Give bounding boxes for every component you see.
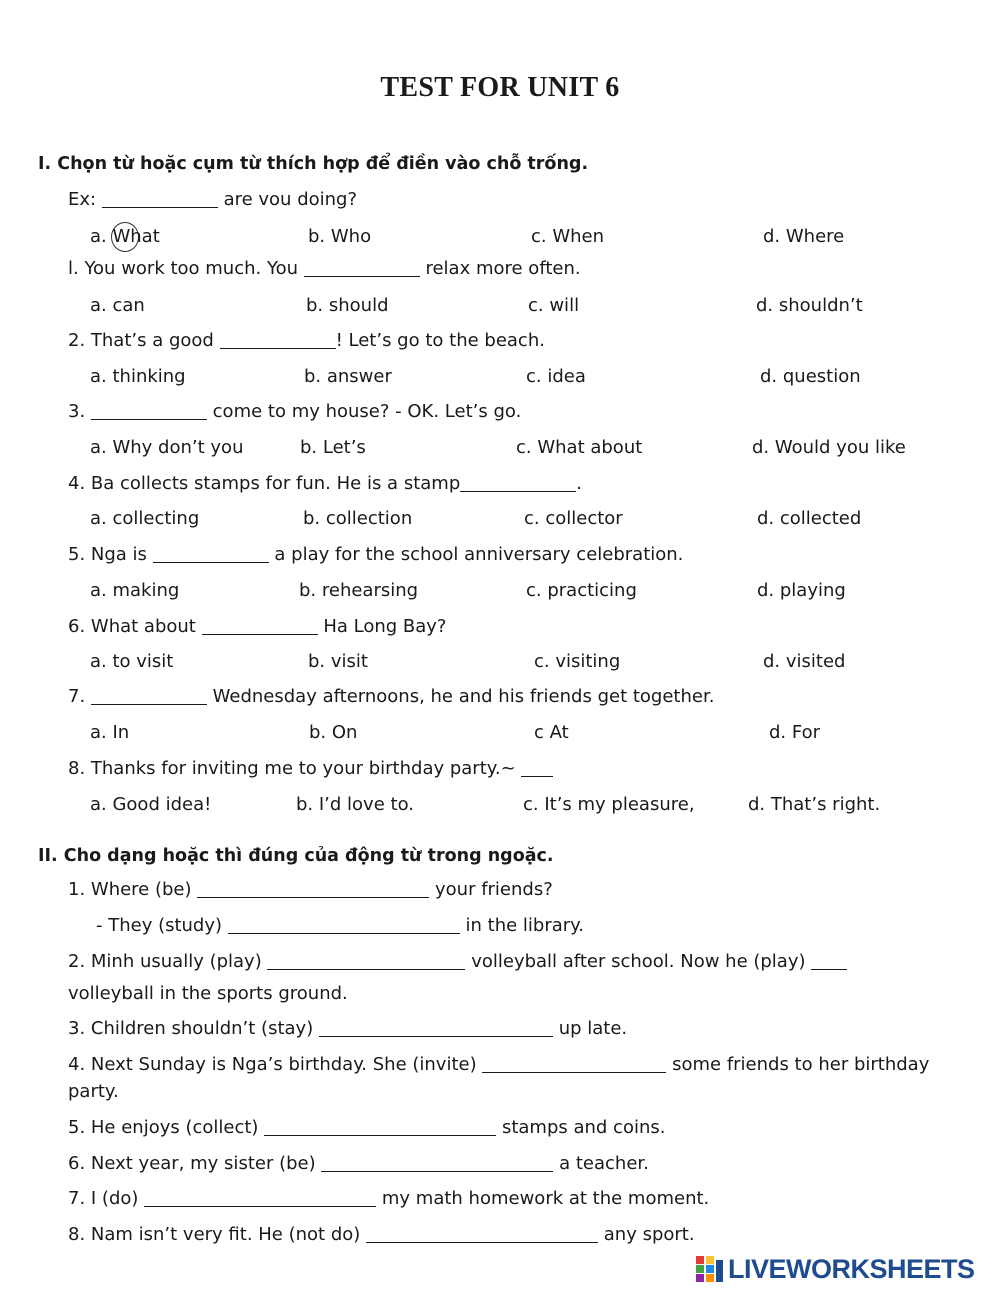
verb-text-before: 3. Children shouldn’t (stay) — [68, 1018, 314, 1039]
verb-text-after: in the library. — [465, 915, 584, 936]
verb-text-after: some friends to her birthday — [672, 1054, 930, 1075]
verb-item-6 — [68, 1153, 649, 1174]
liveworksheets-logo — [696, 1254, 975, 1284]
question-6 — [68, 616, 446, 637]
example-blank[interactable] — [102, 189, 218, 208]
q7-option-c[interactable]: c At — [534, 722, 569, 743]
q3-option-b[interactable]: b. Let’s — [300, 437, 366, 458]
verb-item-2-blank-2[interactable] — [811, 951, 847, 970]
question-2 — [68, 330, 545, 351]
q6-option-a[interactable]: a. to visit — [90, 651, 174, 672]
question-text-after: a play for the school anniversary celebration. — [274, 544, 684, 565]
verb-item-1 — [68, 879, 553, 900]
question-text-before: 4. Ba collects stamps for fun. He is a stamp — [68, 473, 461, 494]
verb-text-before: 8. Nam isn’t very fit. He (not do) — [68, 1224, 361, 1245]
question-4-blank[interactable] — [460, 473, 576, 492]
q4-option-a[interactable]: a. collecting — [90, 508, 200, 529]
verb-text-after: volleyball after school. Now he (play) — [471, 951, 806, 972]
verb-item-2-continued: volleyball in the sports ground. — [68, 983, 348, 1004]
verb-item-8-blank[interactable] — [366, 1224, 598, 1243]
example-text-before: Ex: — [68, 189, 97, 210]
verb-item-8 — [68, 1224, 695, 1245]
verb-text-after: up late. — [558, 1018, 628, 1039]
verb-text-before: 5. He enjoys (collect) — [68, 1117, 259, 1138]
question-text-before: 8. Thanks for inviting me to your birthday party.~ — [68, 758, 516, 779]
q3-option-c[interactable]: c. What about — [516, 437, 643, 458]
verb-text-before: 4. Next Sunday is Nga’s birthday. She (invite) — [68, 1054, 477, 1075]
verb-item-1-blank[interactable] — [197, 879, 429, 898]
question-text-before: l. You work too much. You — [68, 258, 298, 279]
verb-item-1b — [96, 915, 584, 936]
verb-item-2-blank[interactable] — [267, 951, 465, 970]
question-text-before: 6. What about — [68, 616, 196, 637]
q6-option-b[interactable]: b. visit — [308, 651, 368, 672]
question-text-after: . — [576, 473, 582, 494]
example-option-a[interactable]: a. What — [90, 226, 160, 247]
q5-option-d[interactable]: d. playing — [757, 580, 846, 601]
verb-text-after: any sport. — [603, 1224, 695, 1245]
q5-option-c[interactable]: c. practicing — [526, 580, 637, 601]
question-text-after: Ha Long Bay? — [323, 616, 447, 637]
question-text-after: ! Let’s go to the beach. — [335, 330, 545, 351]
example-option-b[interactable]: b. Who — [308, 226, 372, 247]
verb-text-before: 2. Minh usually (play) — [68, 951, 262, 972]
verb-item-7 — [68, 1188, 709, 1209]
q2-option-c[interactable]: c. idea — [526, 366, 586, 387]
question-3-blank[interactable] — [91, 401, 207, 420]
q2-option-a[interactable]: a. thinking — [90, 366, 186, 387]
question-7-blank[interactable] — [91, 686, 207, 705]
q4-option-b[interactable]: b. collection — [303, 508, 413, 529]
verb-item-5 — [68, 1117, 665, 1138]
verb-item-4-continued: party. — [68, 1081, 119, 1102]
question-text-before: 2. That’s a good — [68, 330, 214, 351]
verb-item-3 — [68, 1018, 627, 1039]
verb-text-after: your friends? — [435, 879, 553, 900]
q4-option-c[interactable]: c. collector — [524, 508, 623, 529]
example-question — [68, 189, 357, 210]
q6-option-c[interactable]: c. visiting — [534, 651, 621, 672]
question-3 — [68, 401, 521, 422]
question-5 — [68, 544, 683, 565]
example-option-c[interactable]: c. When — [531, 226, 605, 247]
verb-item-4 — [68, 1054, 929, 1075]
q4-option-d[interactable]: d. collected — [757, 508, 862, 529]
verb-text-before: 6. Next year, my sister (be) — [68, 1153, 316, 1174]
verb-item-5-blank[interactable] — [264, 1117, 496, 1136]
q8-option-c[interactable]: c. It’s my pleasure, — [523, 794, 695, 815]
q5-option-b[interactable]: b. rehearsing — [299, 580, 419, 601]
question-4 — [68, 473, 582, 494]
q5-option-a[interactable]: a. making — [90, 580, 180, 601]
verb-text-after: a teacher. — [559, 1153, 649, 1174]
q3-option-a[interactable]: a. Why don’t you — [90, 437, 244, 458]
q1-option-b[interactable]: b. should — [306, 295, 389, 316]
verb-item-1b-blank[interactable] — [228, 915, 460, 934]
question-text-after: relax more often. — [425, 258, 581, 279]
q7-option-a[interactable]: a. In — [90, 722, 130, 743]
verb-item-3-blank[interactable] — [319, 1018, 553, 1037]
q6-option-d[interactable]: d. visited — [763, 651, 846, 672]
verb-item-2 — [68, 951, 847, 972]
q3-option-d[interactable]: d. Would you like — [752, 437, 906, 458]
q8-option-d[interactable]: d. That’s right. — [748, 794, 881, 815]
q2-option-b[interactable]: b. answer — [304, 366, 392, 387]
worksheet-title: TEST FOR UNIT 6 — [380, 72, 620, 103]
verb-item-6-blank[interactable] — [321, 1153, 553, 1172]
verb-text-before: - They (study) — [96, 915, 223, 936]
section-1-heading: I. Chọn từ hoặc cụm từ thích hợp để điền vào chỗ trống. — [38, 154, 589, 174]
q7-option-d[interactable]: d. For — [769, 722, 820, 743]
q8-option-b[interactable]: b. I’d love to. — [296, 794, 414, 815]
liveworksheets-logo-text: LIVEWORKSHEETS — [728, 1253, 975, 1284]
question-2-blank[interactable] — [220, 330, 336, 349]
section-2-heading: II. Cho dạng hoặc thì đúng của động từ trong ngoặc. — [38, 846, 554, 866]
q7-option-b[interactable]: b. On — [309, 722, 358, 743]
q1-option-c[interactable]: c. will — [528, 295, 580, 316]
q2-option-d[interactable]: d. question — [760, 366, 861, 387]
liveworksheets-logo-icon — [696, 1256, 724, 1282]
question-text-before: 5. Nga is — [68, 544, 147, 565]
verb-item-7-blank[interactable] — [144, 1188, 376, 1207]
q8-option-a[interactable]: a. Good idea! — [90, 794, 212, 815]
q1-option-a[interactable]: a. can — [90, 295, 145, 316]
verb-text-after: my math homework at the moment. — [381, 1188, 710, 1209]
question-text-before: 7. — [68, 686, 86, 707]
question-8 — [68, 758, 553, 779]
verb-text-before: 1. Where (be) — [68, 879, 192, 900]
question-8-blank[interactable] — [521, 758, 553, 777]
question-1-blank[interactable] — [304, 258, 420, 277]
question-1 — [68, 258, 581, 279]
example-option-d[interactable]: d. Where — [763, 226, 845, 247]
question-6-blank[interactable] — [202, 616, 318, 635]
verb-text-before: 7. I (do) — [68, 1188, 139, 1209]
question-7 — [68, 686, 714, 707]
example-text-after: are vou doing? — [223, 189, 358, 210]
question-text-before: 3. — [68, 401, 86, 422]
verb-text-after: stamps and coins. — [501, 1117, 666, 1138]
question-text-after: come to my house? - OK. Let’s go. — [212, 401, 522, 422]
verb-item-4-blank[interactable] — [482, 1054, 666, 1073]
q1-option-d[interactable]: d. shouldn’t — [756, 295, 863, 316]
question-5-blank[interactable] — [153, 544, 269, 563]
question-text-after: Wednesday afternoons, he and his friends get together. — [212, 686, 715, 707]
